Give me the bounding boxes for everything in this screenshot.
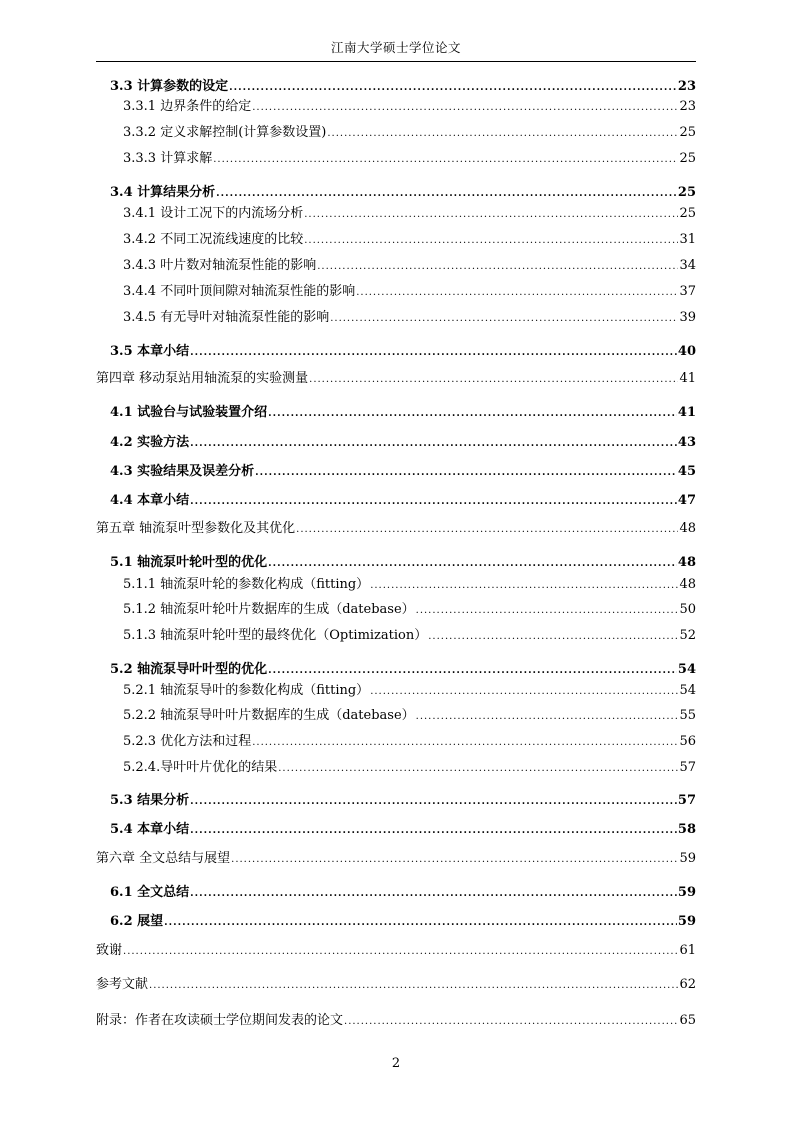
toc-leader-dots	[123, 943, 678, 961]
toc-entry[interactable]	[123, 205, 696, 223]
toc-entry-title: 5.1.3 轴流泵叶轮叶型的最终优化（Optimization）	[123, 628, 428, 643]
toc-entry-page: 61	[679, 943, 696, 958]
toc-entry-page: 25	[679, 151, 696, 166]
toc-entry-page: 41	[679, 371, 696, 386]
toc-entry[interactable]	[123, 257, 696, 275]
toc-leader-dots	[356, 284, 678, 302]
toc-leader-dots	[344, 1013, 678, 1031]
toc-entry-page: 39	[679, 310, 696, 325]
toc-entry[interactable]	[110, 792, 696, 810]
toc-entry[interactable]	[123, 150, 696, 168]
toc-entry-title: 3.4.3 叶片数对轴流泵性能的影响	[123, 258, 317, 273]
toc-entry-page: 23	[677, 79, 696, 94]
toc-leader-dots	[190, 822, 677, 840]
toc-entry-page: 59	[677, 885, 696, 900]
toc-entry[interactable]	[123, 309, 696, 327]
toc-entry-title: 3.4.1 设计工况下的内流场分析	[123, 206, 304, 221]
toc-entry-page: 57	[679, 760, 696, 775]
toc-leader-dots	[231, 851, 678, 869]
toc-entry-title: 5.1.1 轴流泵叶轮的参数化构成（fitting）	[123, 577, 370, 592]
toc-leader-dots	[213, 151, 678, 169]
toc-entry-title: 3.3.3 计算求解	[123, 151, 213, 166]
toc-leader-dots	[317, 258, 678, 276]
toc-entry-page: 59	[677, 914, 696, 929]
toc-entry-page: 48	[679, 577, 696, 592]
toc-entry-title: 4.2 实验方法	[110, 435, 190, 450]
toc-entry-page: 59	[679, 851, 696, 866]
toc-entry-page: 25	[677, 185, 696, 200]
toc-entry[interactable]	[96, 942, 696, 960]
toc-entry-title: 3.4.5 有无导叶对轴流泵性能的影响	[123, 310, 330, 325]
toc-entry-title: 3.5 本章小结	[110, 344, 190, 359]
toc-leader-dots	[190, 435, 677, 453]
toc-leader-dots	[309, 371, 678, 389]
toc-entry-page: 23	[679, 99, 696, 114]
toc-entry-page: 43	[677, 435, 696, 450]
toc-entry[interactable]	[123, 707, 696, 725]
toc-entry-title: 3.3.2 定义求解控制(计算参数设置)	[123, 125, 327, 140]
toc-entry-page: 31	[679, 232, 696, 247]
toc-entry-title: 3.4.4 不同叶顶间隙对轴流泵性能的影响	[123, 284, 356, 299]
page-number: 2	[391, 1056, 401, 1071]
toc-entry[interactable]	[96, 370, 696, 388]
toc-entry-title: 5.4 本章小结	[110, 822, 190, 837]
toc-entry-title: 第四章 移动泵站用轴流泵的实验测量	[96, 371, 309, 386]
toc-leader-dots	[416, 602, 679, 620]
toc-entry-title: 参考文献	[96, 977, 149, 992]
toc-entry[interactable]	[123, 124, 696, 142]
toc-entry[interactable]	[123, 231, 696, 249]
toc-entry-title: 第六章 全文总结与展望	[96, 851, 231, 866]
toc-entry-page: 55	[679, 708, 696, 723]
toc-entry-title: 5.2.1 轴流泵导叶的参数化构成（fitting）	[123, 683, 370, 698]
toc-entry-page: 41	[677, 405, 696, 420]
toc-entry[interactable]	[110, 463, 696, 481]
toc-entry[interactable]	[110, 404, 696, 422]
toc-leader-dots	[229, 79, 677, 97]
toc-leader-dots	[428, 628, 678, 646]
toc-leader-dots	[216, 185, 677, 203]
toc-entry-page: 25	[679, 125, 696, 140]
toc-leader-dots	[190, 885, 677, 903]
toc-entry-title: 4.3 实验结果及误差分析	[110, 464, 255, 479]
toc-entry-title: 5.2 轴流泵导叶叶型的优化	[110, 662, 268, 677]
toc-entry-page: 47	[677, 493, 696, 508]
toc-entry[interactable]	[123, 283, 696, 301]
toc-entry-page: 52	[679, 628, 696, 643]
toc-entry-page: 25	[679, 206, 696, 221]
toc-entry-title: 附录：作者在攻读硕士学位期间发表的论文	[96, 1013, 344, 1028]
toc-entry-title: 4.1 试验台与试验装置介绍	[110, 405, 268, 420]
toc-entry-title: 5.2.2 轴流泵导叶叶片数据库的生成（datebase）	[123, 708, 415, 723]
toc-entry[interactable]	[123, 682, 696, 700]
toc-entry-page: 40	[677, 344, 696, 359]
toc-entry[interactable]	[96, 1012, 696, 1030]
toc-entry-title: 5.1 轴流泵叶轮叶型的优化	[110, 555, 268, 570]
toc-leader-dots	[278, 760, 678, 778]
toc-entry[interactable]	[110, 913, 696, 931]
toc-entry[interactable]	[110, 343, 696, 361]
toc-entry-title: 5.2.3 优化方法和过程	[123, 734, 252, 749]
toc-leader-dots	[268, 405, 677, 423]
toc-entry-page: 50	[679, 602, 696, 617]
toc-entry[interactable]	[110, 492, 696, 510]
toc-entry-page: 45	[677, 464, 696, 479]
toc-leader-dots	[255, 464, 677, 482]
toc-leader-dots	[296, 521, 678, 539]
toc-leader-dots	[370, 683, 678, 701]
toc-leader-dots	[190, 793, 677, 811]
toc-leader-dots	[252, 734, 678, 752]
toc-entry[interactable]	[123, 759, 696, 777]
toc-entry-page: 48	[679, 521, 696, 536]
toc-entry-page: 62	[679, 977, 696, 992]
toc-entry[interactable]	[123, 601, 696, 619]
toc-entry[interactable]	[110, 884, 696, 902]
toc-leader-dots	[252, 99, 678, 117]
toc-leader-dots	[190, 493, 677, 511]
toc-entry-title: 6.1 全文总结	[110, 885, 190, 900]
toc-entry-title: 3.3 计算参数的设定	[110, 79, 229, 94]
toc-entry-title: 3.4 计算结果分析	[110, 185, 216, 200]
toc-entry[interactable]	[96, 850, 696, 868]
toc-entry[interactable]	[110, 821, 696, 839]
toc-entry-page: 54	[679, 683, 696, 698]
toc-leader-dots	[304, 206, 678, 224]
toc-entry[interactable]	[96, 976, 696, 994]
toc-entry-title: 5.1.2 轴流泵叶轮叶片数据库的生成（datebase）	[123, 602, 415, 617]
toc-leader-dots	[149, 977, 678, 995]
toc-entry-title: 致谢	[96, 943, 123, 958]
toc-entry[interactable]	[110, 554, 696, 572]
header-rule	[96, 61, 696, 62]
toc-leader-dots	[370, 577, 678, 595]
toc-entry-page: 56	[679, 734, 696, 749]
toc-leader-dots	[268, 662, 677, 680]
toc-entry-page: 48	[677, 555, 696, 570]
toc-entry-title: 4.4 本章小结	[110, 493, 190, 508]
toc-entry[interactable]	[110, 661, 696, 679]
toc-entry[interactable]	[96, 520, 696, 538]
toc-entry[interactable]	[123, 627, 696, 645]
toc-entry[interactable]	[123, 576, 696, 594]
toc-leader-dots	[327, 125, 678, 143]
toc-leader-dots	[164, 914, 677, 932]
toc-entry-title: 3.3.1 边界条件的给定	[123, 99, 252, 114]
toc-entry-title: 5.3 结果分析	[110, 793, 190, 808]
toc-entry-page: 37	[679, 284, 696, 299]
toc-entry-page: 58	[677, 822, 696, 837]
toc-entry-title: 3.4.2 不同工况流线速度的比较	[123, 232, 304, 247]
toc-leader-dots	[416, 708, 679, 726]
toc-entry[interactable]	[110, 184, 696, 202]
toc-entry-page: 65	[679, 1013, 696, 1028]
toc-entry[interactable]	[110, 434, 696, 452]
toc-entry-title: 6.2 展望	[110, 914, 164, 929]
toc-leader-dots	[190, 344, 677, 362]
toc-entry-page: 57	[677, 793, 696, 808]
toc-entry[interactable]	[123, 733, 696, 751]
toc-entry-page: 54	[677, 662, 696, 677]
toc-entry-page: 34	[679, 258, 696, 273]
toc-entry[interactable]	[110, 78, 696, 96]
toc-entry-title: 5.2.4.导叶叶片优化的结果	[123, 760, 278, 775]
running-header: 江南大学硕士学位论文	[330, 40, 461, 55]
toc-leader-dots	[330, 310, 678, 328]
toc-leader-dots	[268, 555, 677, 573]
toc-leader-dots	[304, 232, 678, 250]
toc-entry[interactable]	[123, 98, 696, 116]
toc-entry-title: 第五章 轴流泵叶型参数化及其优化	[96, 521, 296, 536]
